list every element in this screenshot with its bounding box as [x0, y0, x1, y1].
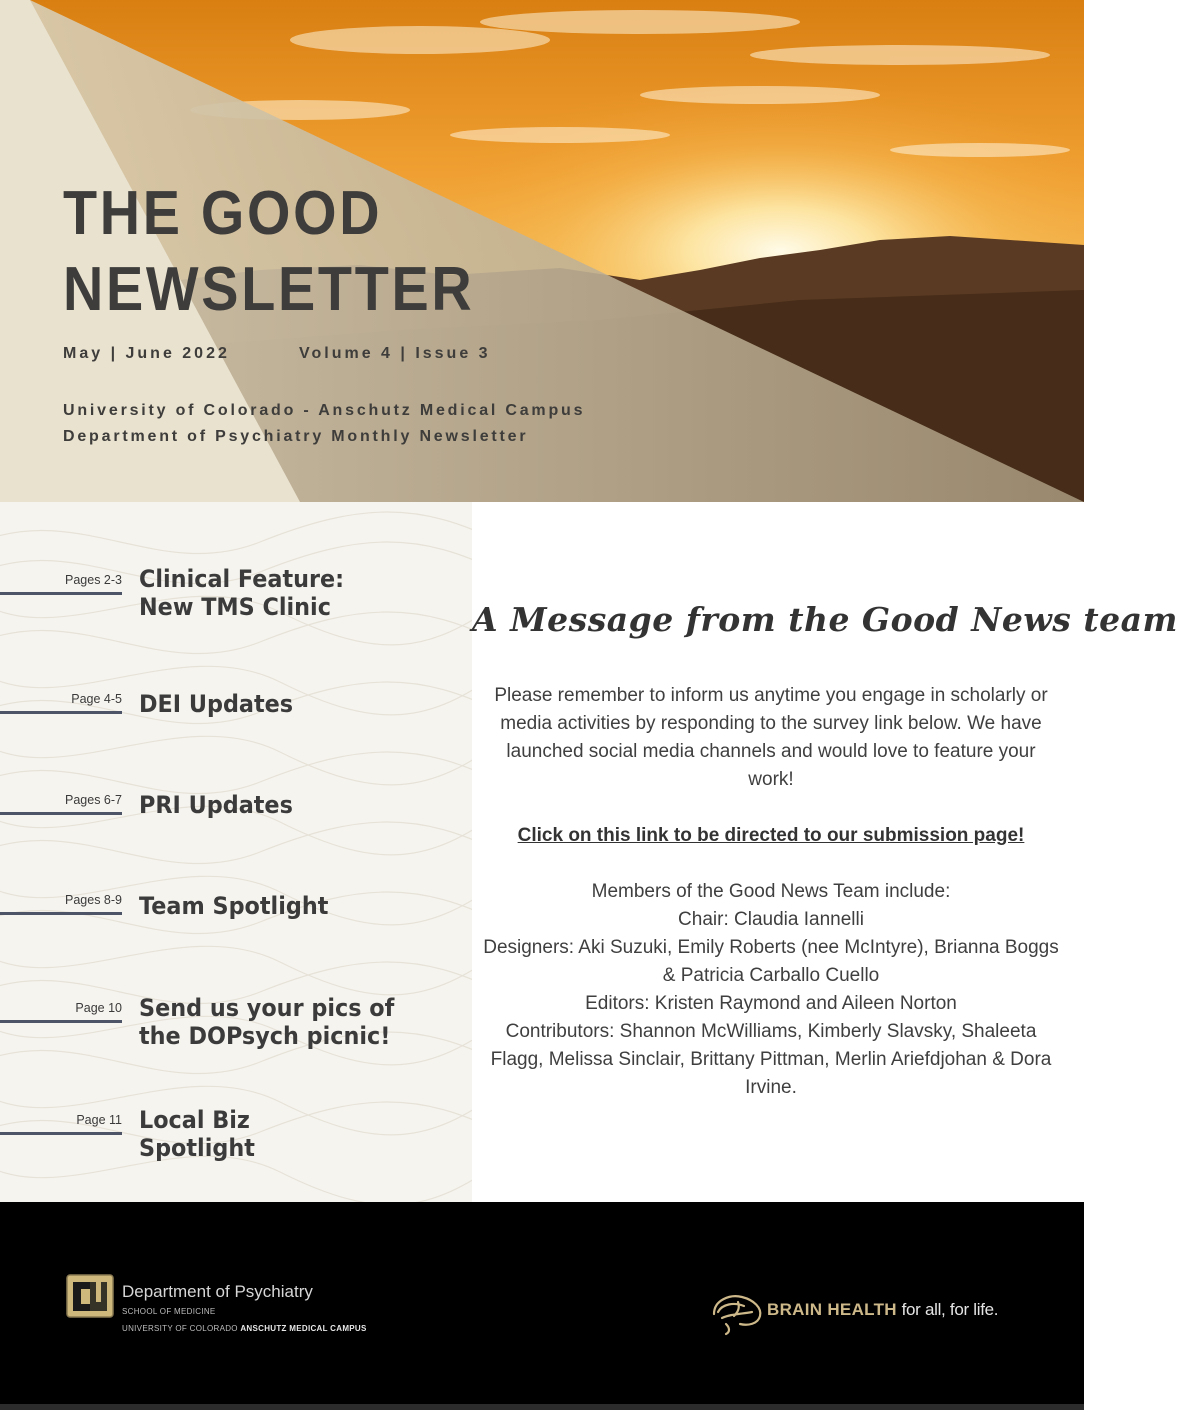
team-intro: Members of the Good News Team include: [591, 881, 951, 902]
newsletter-title-line-2: NEWSLETTER [63, 255, 475, 324]
toc-title-line-1: Send us your pics of [139, 994, 395, 1022]
team-editors: Editors: Kristen Raymond and Aileen Norton [585, 993, 957, 1014]
issue-volume: Volume 4 | Issue 3 [299, 345, 491, 362]
toc-divider [0, 711, 122, 714]
school-name: SCHOOL OF MEDICINE [122, 1307, 216, 1316]
university-prefix: UNIVERSITY OF COLORADO [122, 1324, 238, 1333]
newsletter-title-line-1: THE GOOD [63, 179, 383, 248]
submission-page-link[interactable]: Click on this link to be directed to our submission page! [517, 825, 1025, 846]
brain-health-tagline [767, 1300, 998, 1320]
team-designers: Designers: Aki Suzuki, Emily Roberts (nee McIntyre), Brianna Boggs & Patricia Carballo Cuello [483, 937, 1059, 986]
footer-bottom-strip [0, 1404, 1084, 1410]
toc-page-number: Page 10 [75, 1001, 122, 1015]
toc-title-line-1: Clinical Feature: [139, 565, 345, 593]
toc-divider [0, 1020, 122, 1023]
cu-logo-icon [66, 1274, 114, 1318]
footer [0, 1202, 1084, 1410]
table-of-contents [0, 502, 472, 1202]
toc-title: DEI Updates [139, 690, 294, 718]
brain-health-logo-icon [708, 1290, 766, 1336]
org-line-1: University of Colorado - Anschutz Medical Campus [63, 402, 586, 419]
toc-title-line-2: New TMS Clinic [139, 593, 331, 621]
toc-page-number: Pages 2-3 [65, 573, 122, 587]
toc-divider [0, 1132, 122, 1135]
message-intro: Please remember to inform us anytime you engage in scholarly or media activities by responding to the survey link below. We have launched social media channels and would love to feature your work! [494, 685, 1048, 790]
toc-title-line-2: Spotlight [139, 1134, 255, 1162]
toc-title: PRI Updates [139, 791, 293, 819]
newsletter-title [63, 176, 474, 328]
toc-divider [0, 592, 122, 595]
department-name: Department of Psychiatry [122, 1282, 313, 1301]
brain-health-light: for all, for life. [901, 1300, 999, 1319]
hero-banner [0, 0, 1084, 502]
brain-health-strong: BRAIN HEALTH [767, 1300, 897, 1319]
toc-divider [0, 812, 122, 815]
university-name [122, 1324, 367, 1333]
toc-title-line-2: the DOPsych picnic! [139, 1022, 391, 1050]
toc-title [139, 1106, 255, 1162]
toc-title [139, 565, 344, 621]
message-heading: A Message from the Good News team [472, 600, 1178, 639]
university-campus: ANSCHUTZ MEDICAL CAMPUS [240, 1324, 367, 1333]
team-chair: Chair: Claudia Iannelli [678, 909, 864, 930]
team-message [472, 502, 1178, 1202]
team-contributors: Contributors: Shannon McWilliams, Kimberly Slavsky, Shaleeta Flagg, Melissa Sinclair, Brittany Pittman, Merlin Ariefdjohan & Dora Irvine. [490, 1021, 1052, 1098]
issue-date: May | June 2022 [63, 345, 230, 362]
toc-page-number: Pages 6-7 [65, 793, 122, 807]
org-line-2: Department of Psychiatry Monthly Newsletter [63, 428, 529, 445]
toc-title [139, 994, 394, 1050]
toc-page-number: Page 11 [76, 1113, 122, 1127]
toc-title-line-1: Local Biz [139, 1106, 250, 1134]
message-body [482, 682, 1060, 1102]
toc-page-number: Page 4-5 [71, 692, 122, 706]
toc-title: Team Spotlight [139, 892, 329, 920]
toc-page-number: Pages 8-9 [65, 893, 122, 907]
toc-divider [0, 912, 122, 915]
